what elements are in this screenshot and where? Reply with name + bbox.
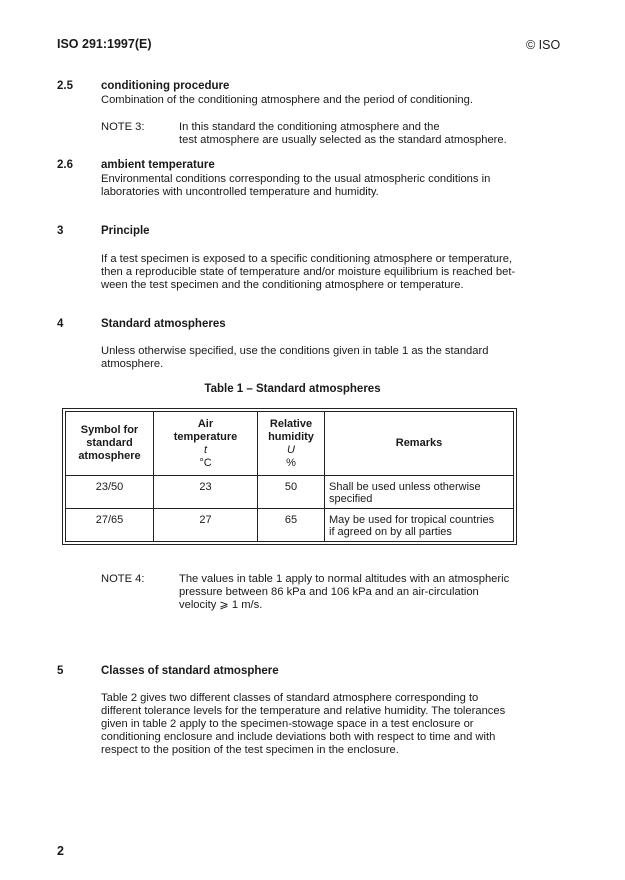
body-line: If a test specimen is exposed to a specific conditioning atmosphere or temperature, <box>101 253 513 265</box>
note-line: In this standard the conditioning atmosphere and the <box>179 121 440 133</box>
section-body <box>101 692 505 757</box>
note-label: NOTE 4: <box>101 573 145 585</box>
body-line: atmosphere. <box>101 358 164 370</box>
section-title: Classes of standard atmosphere <box>101 665 279 677</box>
section-number: 2.5 <box>57 80 73 92</box>
table-caption-wrap <box>0 383 585 395</box>
section-number: 2.6 <box>57 159 73 171</box>
cell-temperature: 27 <box>154 509 258 542</box>
body-line: respect to the position of the test specimen in the enclosure. <box>101 744 399 756</box>
note-line: pressure between 86 kPa and 106 kPa and an air-circulation <box>179 586 479 598</box>
cell-symbol: 23/50 <box>66 476 154 509</box>
body-line: laboratories with uncontrolled temperature and humidity. <box>101 186 379 198</box>
body-line: given in table 2 apply to the specimen-stowage space in a test enclosure or <box>101 718 474 730</box>
cell-symbol: 27/65 <box>66 509 154 542</box>
note-body <box>179 121 507 147</box>
cell-remarks: Shall be used unless otherwise specified <box>325 476 514 509</box>
header-air-temperature: Air temperature t °C <box>154 412 258 476</box>
section-body <box>101 345 488 371</box>
header-remarks: Remarks <box>325 412 514 476</box>
section-title: Standard atmospheres <box>101 318 226 330</box>
cell-humidity: 50 <box>258 476 325 509</box>
cell-temperature: 23 <box>154 476 258 509</box>
table-row <box>66 509 514 542</box>
standard-designation: ISO 291:1997(E) <box>57 37 152 51</box>
table-caption: Table 1 – Standard atmospheres <box>204 383 381 395</box>
section-title: Principle <box>101 225 150 237</box>
note-line: The values in table 1 apply to normal altitudes with an atmospheric <box>179 573 510 585</box>
body-line: conditioning enclosure and include deviations both with respect to time and with <box>101 731 496 743</box>
body-line: ween the test specimen and the conditioning atmosphere or temperature. <box>101 279 464 291</box>
cell-remarks: May be used for tropical countries if agreed on by all parties <box>325 509 514 542</box>
note-line: test atmosphere are usually selected as the standard atmosphere. <box>179 134 507 146</box>
section-body <box>101 253 515 292</box>
body-line: Table 2 gives two different classes of standard atmosphere corresponding to <box>101 692 479 704</box>
note-label: NOTE 3: <box>101 121 145 133</box>
section-number: 5 <box>57 665 64 677</box>
section-title: ambient temperature <box>101 159 215 171</box>
body-line: then a reproducible state of temperature and/or moisture equilibrium is reached bet- <box>101 266 516 278</box>
table-header-row <box>66 412 514 476</box>
body-line: Unless otherwise specified, use the conditions given in table 1 as the standard <box>101 345 489 357</box>
copyright-mark: © ISO <box>526 38 561 52</box>
section-body <box>101 173 490 199</box>
section-number: 3 <box>57 225 64 237</box>
section-number: 4 <box>57 318 64 330</box>
header-relative-humidity: Relative humidity U % <box>258 412 325 476</box>
table-row <box>66 476 514 509</box>
header-symbol: Symbol for standard atmosphere <box>66 412 154 476</box>
body-line: different tolerance levels for the temperature and relative humidity. The tolerances <box>101 705 506 717</box>
table-frame <box>62 408 517 545</box>
standard-atmospheres-table <box>65 411 514 542</box>
body-line: Environmental conditions corresponding to the usual atmospheric conditions in <box>101 173 491 185</box>
note-body <box>179 573 509 612</box>
section-title: conditioning procedure <box>101 80 230 92</box>
note-line: velocity ⩾ 1 m/s. <box>179 599 263 611</box>
section-text: Combination of the conditioning atmosphere and the period of conditioning. <box>101 94 473 106</box>
cell-humidity: 65 <box>258 509 325 542</box>
page-number: 2 <box>57 844 64 858</box>
